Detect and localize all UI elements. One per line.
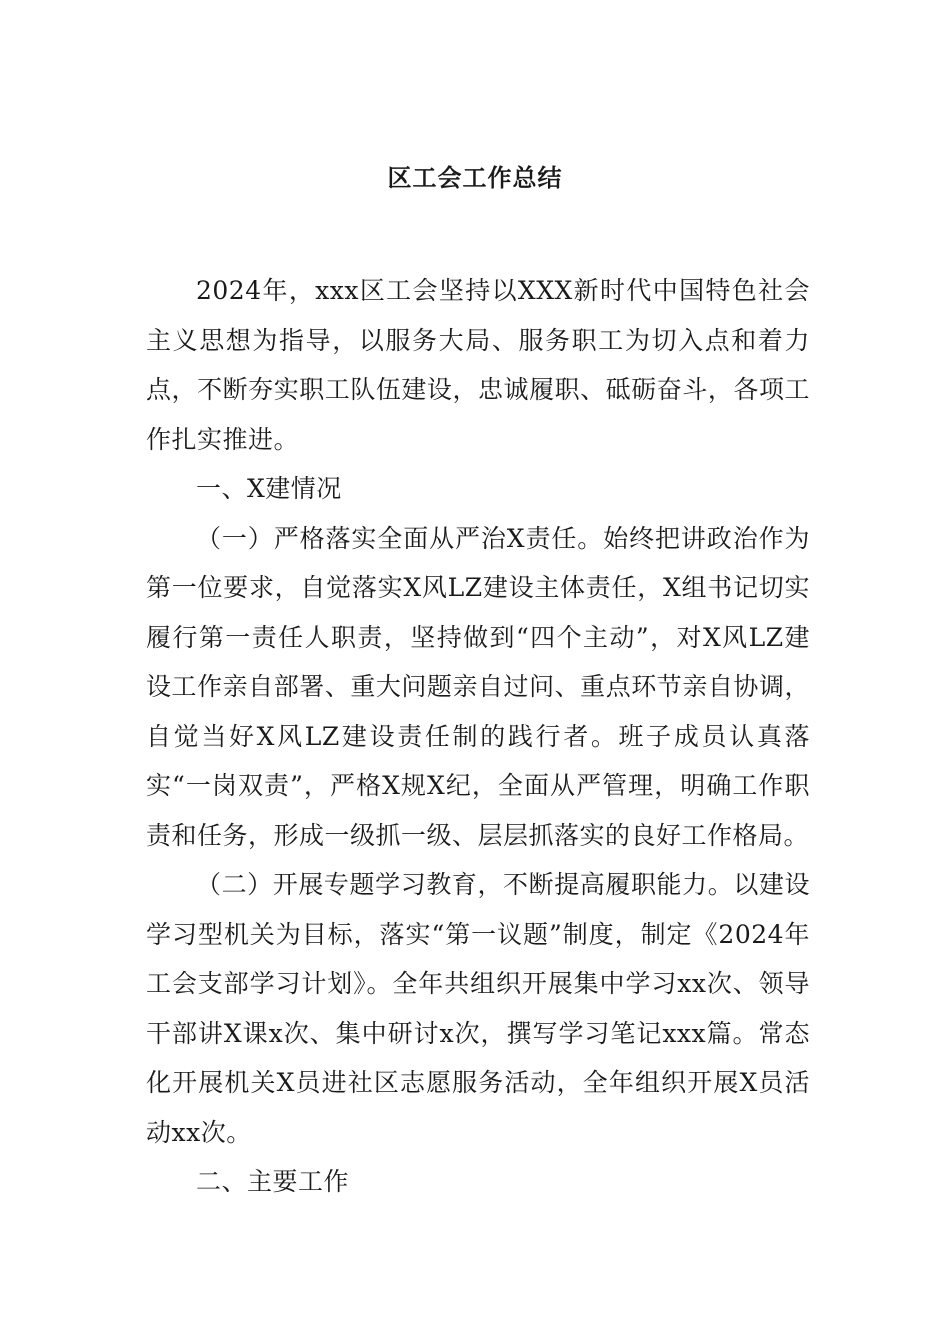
subsection-paragraph-1: （一）严格落实全面从严治X责任。始终把讲政治作为第一位要求，自觉落实X风LZ建设主体责任，X组书记切实履行第一责任人职责，坚持做到“四个主动”，对X风LZ建设工作亲自部署、重大问题亲自过问、重点环节亲自协调，自觉当好X风LZ建设责任制的践行者。班子成员认真落实“一岗双责”，严格X规X纪，全面从严管理，明确工作职责和任务，形成一级抓一级、层层抓落实的良好工作格局。 — [146, 523, 810, 850]
subsection-paragraph-2: （二）开展专题学习教育，不断提高履职能力。以建设学习型机关为目标，落实“第一议题”制度，制定《2024年工会支部学习计划》。全年共组织开展集中学习xx次、领导干部讲X课x次、集中研讨x次，撰写学习笔记xxx篇。常态化开展机关X员进社区志愿服务活动，全年组织开展X员活动xx次。 — [146, 870, 810, 1147]
intro-paragraph: 2024年，xxx区工会坚持以XXX新时代中国特色社会主义思想为指导，以服务大局、服务职工为切入点和着力点，不断夯实职工队伍建设，忠诚履职、砥砺奋斗，各项工作扎实推进。 — [146, 276, 810, 454]
section-heading-1: 一、X建情况 — [196, 474, 342, 503]
document-title: 区工会工作总结 — [387, 163, 563, 192]
document-body — [146, 266, 810, 1207]
section-heading-2: 二、主要工作 — [196, 1167, 350, 1196]
